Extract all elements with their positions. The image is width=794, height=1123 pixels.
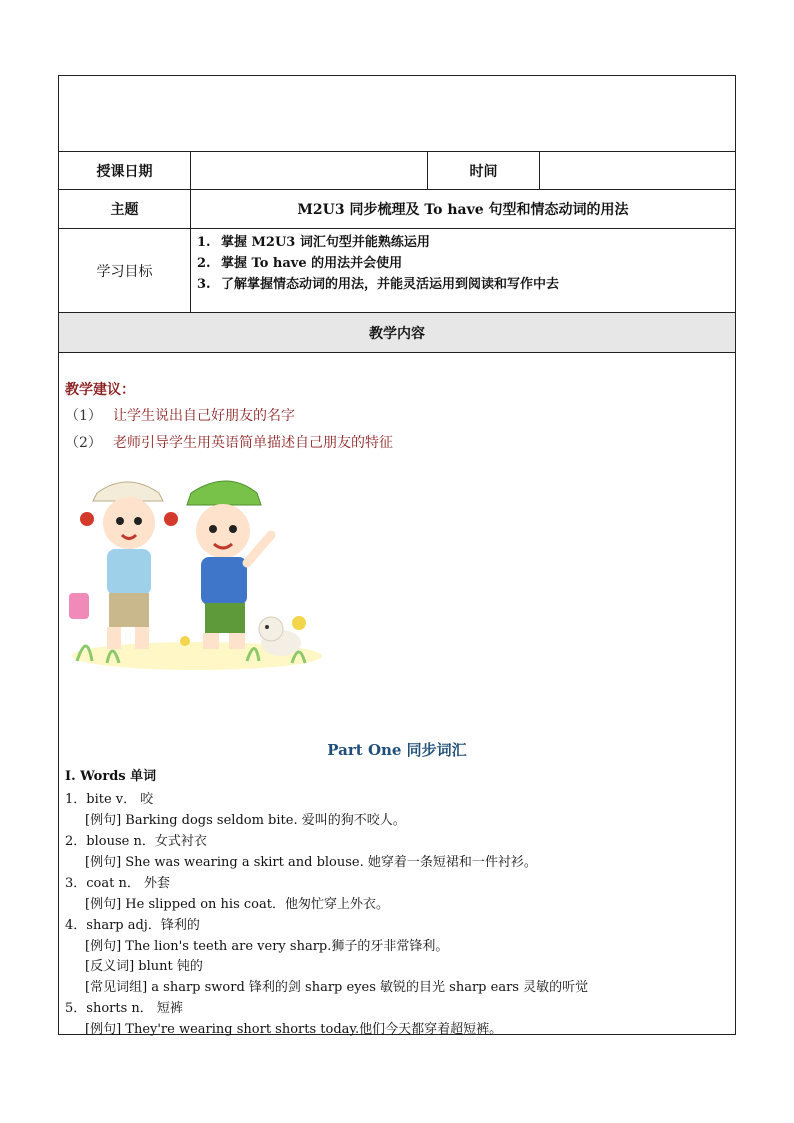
word-entry-head: 4．sharp adj．锋利的: [65, 918, 200, 933]
goal-item: [197, 253, 735, 274]
advice-title: 教学建议：: [65, 382, 135, 398]
time-label: 时间: [428, 152, 540, 189]
advice-number: （2）: [65, 435, 102, 451]
word-phrases: [常见词组] a sharp sword 锋利的剑 sharp eyes 敏锐的目光 sharp ears 灵敏的听觉: [85, 980, 589, 995]
word-example: [例句] He slipped on his coat．他匆忙穿上外衣。: [85, 897, 389, 912]
goal-item: [197, 232, 735, 253]
date-label: 授课日期: [59, 152, 191, 189]
word-example: [例句] They're wearing short shorts today.他们今天都穿着超短裤。: [85, 1022, 503, 1037]
topic-value: M2U3 同步梳理及 To have 句型和情态动词的用法: [297, 202, 629, 218]
advice-text: 让学生说出自己好朋友的名字: [113, 408, 295, 424]
topic-row: [59, 190, 735, 229]
word-example: [例句] The lion's teeth are very sharp.狮子的牙非常锋利。: [85, 939, 449, 954]
goal-text: 了解掌握情态动词的用法，并能灵活运用到阅读和写作中去: [221, 277, 560, 292]
goal-number: 1.: [197, 235, 211, 250]
word-example: [例句] She was wearing a skirt and blouse. 她穿着一条短裙和一件衬衫。: [85, 855, 537, 870]
goal-number: 3.: [197, 277, 211, 292]
word-entry-head: 3．coat n． 外套: [65, 876, 170, 891]
word-entry-head: 1．bite v． 咬: [65, 792, 154, 807]
part-one-title: Part One 同步词汇: [327, 741, 467, 759]
goals-list: [191, 229, 735, 312]
blank-header-row: [59, 76, 735, 152]
lesson-plan-table: [58, 75, 736, 1035]
word-antonym: [反义词] blunt 钝的: [85, 959, 203, 974]
goal-text: 掌握 M2U3 词汇句型并能熟练运用: [221, 235, 430, 250]
time-value: [540, 152, 735, 189]
date-value: [191, 152, 428, 189]
advice-item: [65, 405, 295, 425]
goal-number: 2.: [197, 256, 211, 271]
advice-text: 老师引导学生用英语简单描述自己朋友的特征: [113, 435, 393, 451]
advice-item: [65, 432, 393, 452]
section-title: 教学内容: [369, 325, 425, 342]
goals-row: [59, 229, 735, 313]
word-entry-head: 2．blouse n．女式衬衣: [65, 834, 207, 849]
advice-number: （1）: [65, 408, 102, 424]
cartoon-kids-illustration: [67, 471, 325, 671]
goal-text: 掌握 To have 的用法并会使用: [221, 256, 403, 271]
goal-item: [197, 274, 735, 295]
word-entry-head: 5．shorts n． 短裤: [65, 1001, 183, 1016]
topic-label: 主题: [59, 190, 191, 228]
section-title-row: [59, 313, 735, 353]
word-example: [例句] Barking dogs seldom bite. 爱叫的狗不咬人。: [85, 813, 406, 828]
goals-label: 学习目标: [59, 229, 191, 312]
words-heading: I. Words 单词: [65, 769, 157, 784]
date-time-row: [59, 152, 735, 190]
